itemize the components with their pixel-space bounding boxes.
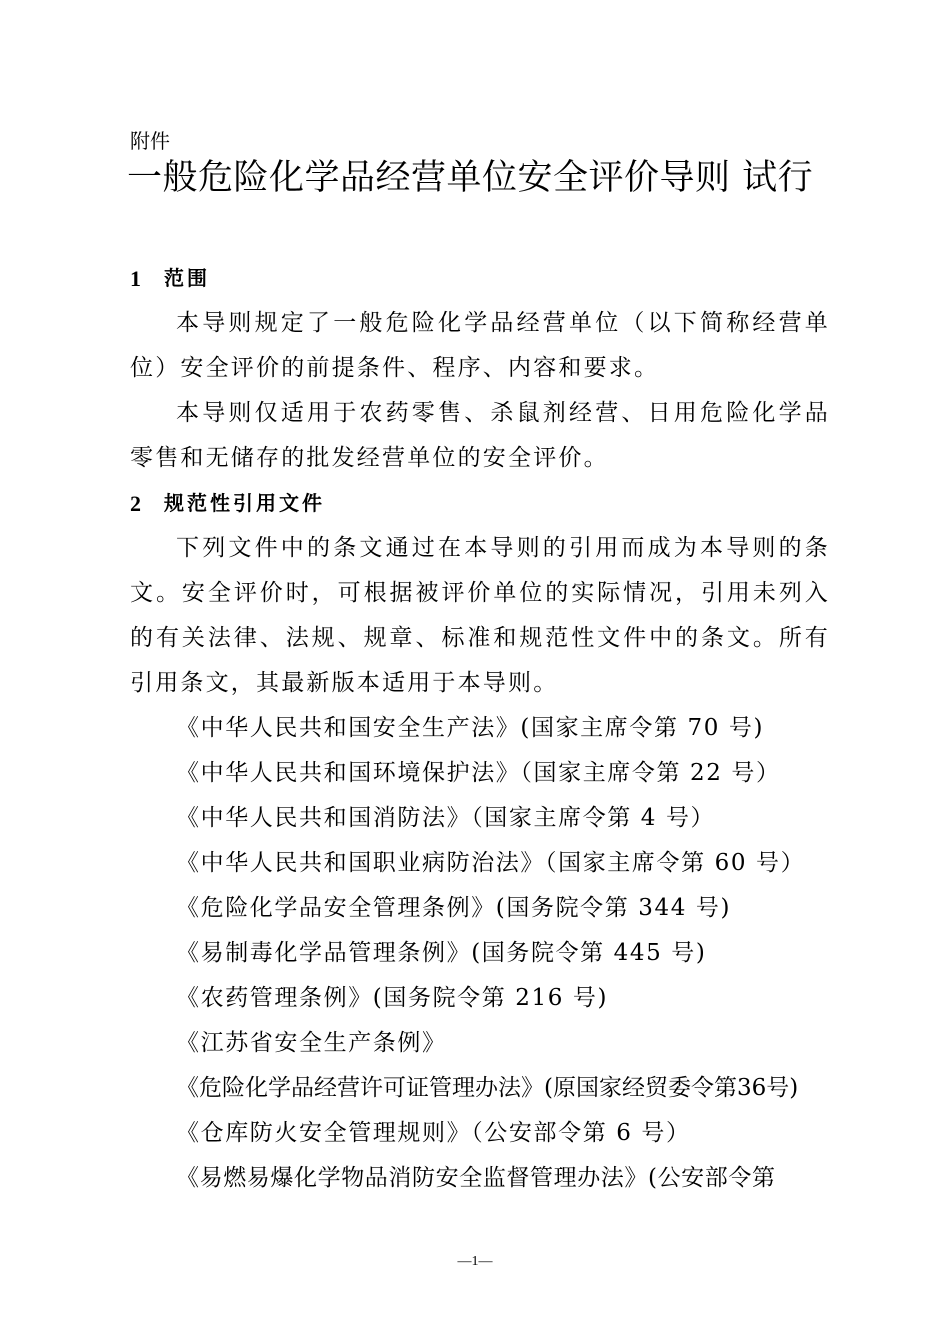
reference-item: 《危险化学品经营许可证管理办法》(原国家经贸委令第36号) — [176, 1075, 799, 1101]
paragraph: 本导则仅适用于农药零售、杀鼠剂经营、日用危险化学品零售和无储存的批发经营单位的安全评价。 — [130, 400, 830, 471]
reference-list — [130, 706, 830, 1201]
section-number: 2 — [130, 491, 141, 516]
page-number: —1— — [457, 1254, 493, 1269]
paragraph: 下列文件中的条文通过在本导则的引用而成为本导则的条文。安全评价时，可根据被评价单位的实际情况，引用未列入的有关法律、法规、规章、标准和规范性文件中的条文。所有引用条文，其最新版本适用于本导则。 — [130, 535, 830, 696]
reference-item: 《中华人民共和国环境保护法》（国家主席令第 22 号） — [176, 760, 781, 786]
reference-item: 《农药管理条例》(国务院令第 216 号) — [176, 985, 609, 1011]
attachment-label: 附件 — [130, 129, 170, 153]
reference-item: 《中华人民共和国职业病防治法》（国家主席令第 60 号） — [176, 850, 806, 876]
document-body — [130, 256, 830, 1201]
document-title: 一般危险化学品经营单位安全评价导则 试行 — [127, 158, 814, 198]
section-number: 1 — [130, 266, 141, 291]
reference-item: 《中华人民共和国消防法》（国家主席令第 4 号） — [176, 805, 716, 831]
reference-item: 《易燃易爆化学物品消防安全监督管理办法》(公安部令第 — [176, 1165, 776, 1191]
section-heading-normative-references — [130, 481, 830, 526]
reference-item: 《危险化学品安全管理条例》(国务院令第 344 号) — [176, 895, 732, 921]
section-heading-scope — [130, 256, 830, 301]
reference-item: 《中华人民共和国安全生产法》(国家主席令第 70 号) — [176, 715, 765, 741]
reference-item: 《易制毒化学品管理条例》(国务院令第 445 号) — [176, 940, 707, 966]
reference-item: 《江苏省安全生产条例》 — [176, 1030, 447, 1056]
section-title: 范围 — [164, 266, 210, 290]
reference-item: 《仓库防火安全管理规则》（公安部令第 6 号） — [176, 1120, 691, 1146]
section-title: 规范性引用文件 — [164, 491, 325, 515]
paragraph: 本导则规定了一般危险化学品经营单位（以下简称经营单位）安全评价的前提条件、程序、内容和要求。 — [130, 310, 830, 381]
